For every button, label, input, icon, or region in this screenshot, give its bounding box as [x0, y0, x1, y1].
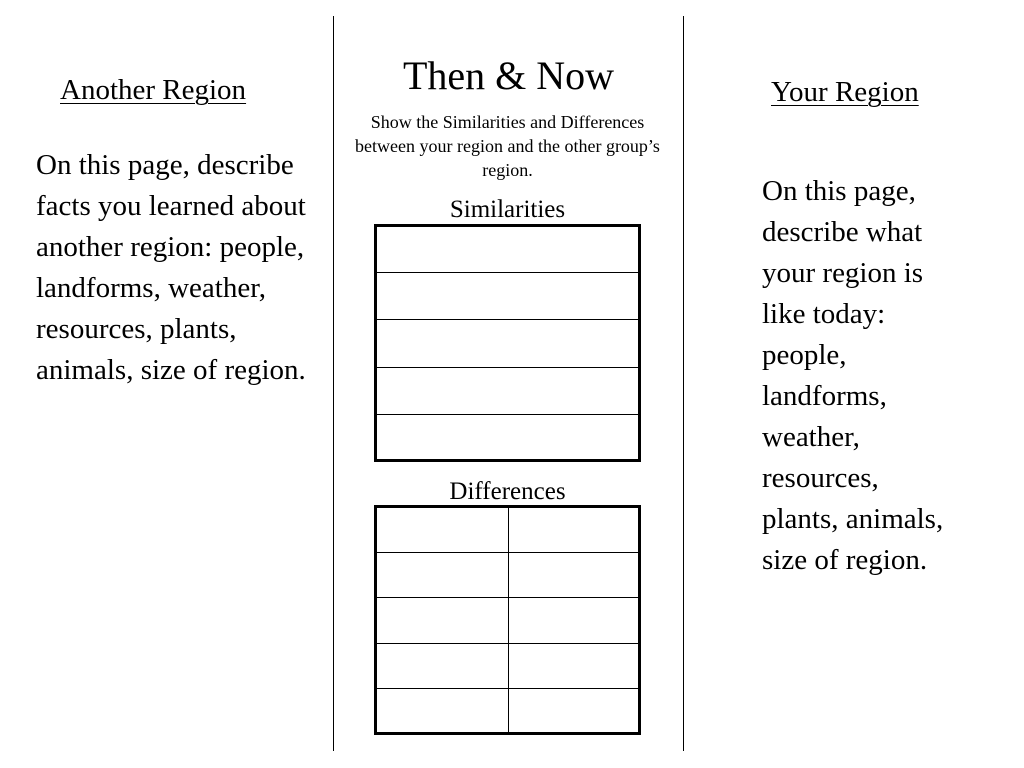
similarities-row-divider: [377, 272, 638, 273]
your-region-heading: Your Region: [771, 76, 919, 108]
page-subtitle: Show the Similarities and Differences between your region and the other group’s region.: [355, 112, 660, 180]
another-region-instructions: On this page, describe facts you learned about another region: people, landforms, weather, resources, plants, animals, size of region.: [36, 149, 306, 386]
differences-row-divider: [377, 643, 638, 644]
differences-label: Differences: [449, 478, 566, 505]
similarities-row-divider: [377, 367, 638, 368]
another-region-heading: Another Region: [60, 74, 247, 106]
differences-row-divider: [377, 688, 638, 689]
differences-column-divider: [508, 508, 509, 732]
fold-line-right: [683, 16, 684, 751]
page-title: Then & Now: [402, 53, 615, 98]
differences-table: [374, 505, 641, 735]
similarities-row-divider: [377, 319, 638, 320]
your-region-instructions: On this page, describe what your region is like today: people, landforms, weather, resources, plants, animals, size of region.: [762, 175, 944, 576]
similarities-label: Similarities: [449, 196, 566, 223]
similarities-table: [374, 224, 641, 462]
differences-row-divider: [377, 597, 638, 598]
differences-row-divider: [377, 552, 638, 553]
fold-line-left: [333, 16, 334, 751]
similarities-row-divider: [377, 414, 638, 415]
